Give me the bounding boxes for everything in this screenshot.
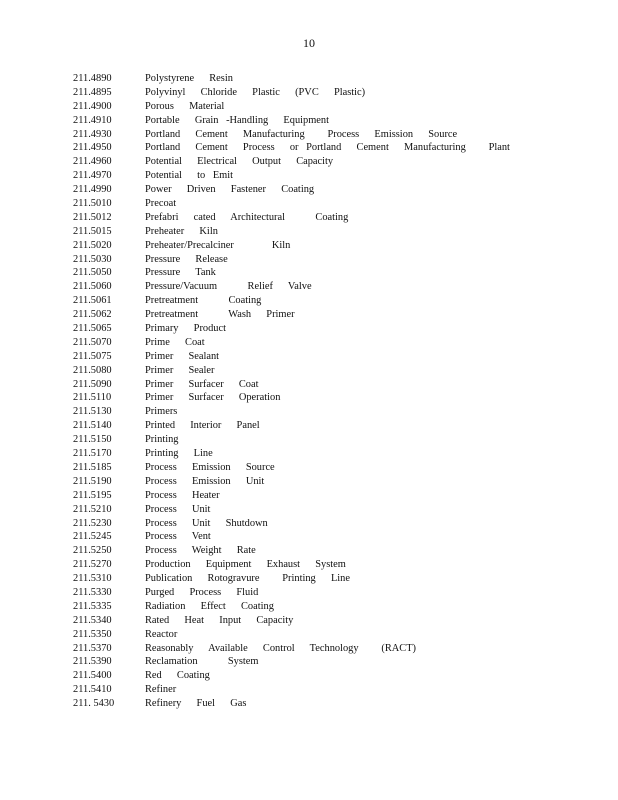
defined-term: Process Weight Rate [145, 545, 256, 557]
section-number: 211.5075 [73, 350, 112, 362]
section-number: 211.5410 [73, 684, 112, 696]
list-item [73, 391, 593, 405]
section-number: 211.5050 [73, 267, 112, 279]
defined-term: Primers [145, 406, 178, 418]
section-number: 211.5230 [73, 517, 112, 529]
list-item [73, 475, 593, 489]
defined-term: Printed Interior Panel [145, 420, 260, 432]
defined-term: Pressure Tank [145, 267, 216, 279]
list-item [73, 697, 593, 711]
section-number: 211.5062 [73, 309, 112, 321]
defined-term: Potential Electrical Output Capacity [145, 156, 334, 168]
section-number: 211.5030 [73, 253, 112, 265]
section-number: 211.4890 [73, 73, 112, 84]
section-number: 211.5010 [73, 198, 112, 210]
section-number: 211.5061 [73, 295, 112, 307]
section-number: 211.5070 [73, 336, 112, 348]
defined-term: Pretreatment Wash Primer [145, 309, 295, 321]
list-item [73, 405, 593, 419]
defined-term: Production Equipment Exhaust System [145, 559, 346, 571]
list-item [73, 100, 593, 114]
section-number: 211.5015 [73, 225, 112, 237]
defined-term: Power Driven Fastener Coating [145, 184, 315, 196]
defined-term: Refinery Fuel Gas [145, 698, 247, 710]
list-item [73, 253, 593, 267]
defined-term: Preheater/Precalciner Kiln [145, 239, 291, 251]
defined-term: Potential to Emit [145, 170, 234, 182]
list-item [73, 530, 593, 544]
list-item [73, 628, 593, 642]
defined-term: Precoat [145, 198, 177, 210]
section-number: 211.5330 [73, 586, 112, 598]
defined-term: Process Emission Source [145, 461, 275, 473]
list-item [73, 294, 593, 308]
list-item [73, 517, 593, 531]
list-item [73, 614, 593, 628]
section-number: 211.4970 [73, 170, 112, 182]
defined-term: Primer Sealant [145, 350, 220, 362]
section-number: 211.5195 [73, 489, 112, 501]
section-number: 211.5130 [73, 406, 112, 418]
section-number: 211.5170 [73, 448, 112, 460]
section-number: 211.5060 [73, 281, 112, 293]
list-item [73, 114, 593, 128]
defined-term: Printing [145, 434, 179, 446]
list-item [73, 86, 593, 100]
section-number: 211.5020 [73, 239, 112, 251]
section-number: 211.5370 [73, 642, 112, 654]
section-number: 211.5335 [73, 600, 112, 612]
section-number: 211.4960 [73, 156, 112, 168]
section-number: 211.4895 [73, 86, 112, 98]
defined-term: Portland Cement Manufacturing Process Emission Source [145, 128, 458, 140]
defined-term: Polyvinyl Chloride Plastic (PVC Plastic) [145, 86, 366, 98]
section-number: 211.5140 [73, 420, 112, 432]
list-item [73, 378, 593, 392]
section-number: 211.5210 [73, 503, 112, 515]
defined-term: Radiation Effect Coating [145, 600, 274, 612]
list-item [73, 489, 593, 503]
list-item [73, 169, 593, 183]
defined-term: Prefabri cated Architectural Coating [145, 211, 349, 223]
defined-term: Process Vent [145, 531, 211, 543]
list-item [73, 642, 593, 656]
list-item [73, 225, 593, 239]
defined-term: Primary Product [145, 323, 226, 335]
defined-term: Pressure Release [145, 253, 228, 265]
list-item [73, 669, 593, 683]
defined-term: Pretreatment Coating [145, 295, 262, 307]
defined-term: Preheater Kiln [145, 225, 218, 237]
section-number: 211.5400 [73, 670, 112, 682]
section-number: 211.5270 [73, 559, 112, 571]
list-item [73, 266, 593, 280]
section-number: 211.4900 [73, 100, 112, 112]
section-number: 211.4930 [73, 128, 112, 140]
defined-term: Process Unit [145, 503, 211, 515]
section-number: 211. 5430 [73, 698, 115, 710]
list-item [73, 280, 593, 294]
section-number: 211.5012 [73, 211, 112, 223]
defined-term: Reasonably Available Control Technology (RACT) [145, 642, 416, 654]
list-item [73, 364, 593, 378]
list-item [73, 600, 593, 614]
list-item [73, 683, 593, 697]
defined-term: Reclamation System [145, 656, 259, 668]
defined-term: Primer Surfacer Operation [145, 392, 281, 404]
section-number: 211.5245 [73, 531, 112, 543]
section-number: 211.5350 [73, 628, 112, 640]
list-item [73, 572, 593, 586]
list-item [73, 419, 593, 433]
list-item [73, 239, 593, 253]
list-item [73, 558, 593, 572]
list-item [73, 308, 593, 322]
section-number: 211.5190 [73, 475, 112, 487]
section-number: 211.5110 [73, 392, 112, 404]
list-item [73, 461, 593, 475]
list-item [73, 322, 593, 336]
defined-term: Primer Surfacer Coat [145, 378, 259, 390]
defined-term: Reactor [145, 628, 178, 640]
list-item [73, 433, 593, 447]
page-number: 10 [303, 36, 315, 50]
list-item [73, 211, 593, 225]
section-number: 211.5390 [73, 656, 112, 668]
list-item [73, 72, 593, 86]
list-item [73, 197, 593, 211]
section-number: 211.4950 [73, 142, 112, 154]
defined-term: Red Coating [145, 670, 210, 682]
defined-term: Porous Material [145, 100, 225, 112]
list-item [73, 447, 593, 461]
section-number: 211.5185 [73, 461, 112, 473]
defined-term: Polystyrene Resin [145, 73, 233, 84]
defined-term: Process Emission Unit [145, 475, 265, 487]
section-number: 211.4990 [73, 184, 112, 196]
defined-term: Printing Line [145, 448, 213, 460]
defined-term: Portable Grain -Handling Equipment [145, 114, 330, 126]
section-number: 211.5310 [73, 573, 112, 585]
list-item [73, 183, 593, 197]
list-item [73, 586, 593, 600]
defined-term: Process Heater [145, 489, 220, 501]
defined-term: Process Unit Shutdown [145, 517, 268, 529]
section-number: 211.5340 [73, 614, 112, 626]
defined-term: Prime Coat [145, 336, 205, 348]
section-number: 211.5250 [73, 545, 112, 557]
list-item [73, 655, 593, 669]
list-item [73, 350, 593, 364]
list-item [73, 503, 593, 517]
definition-index-list [73, 72, 593, 711]
list-item [73, 155, 593, 169]
list-item [73, 544, 593, 558]
defined-term: Rated Heat Input Capacity [145, 614, 294, 626]
section-number: 211.5080 [73, 364, 112, 376]
defined-term: Portland Cement Process or Portland Cement Manufacturing Plant [145, 142, 510, 154]
defined-term: Primer Sealer [145, 364, 215, 376]
list-item [73, 141, 593, 155]
defined-term: Publication Rotogravure Printing Line [145, 573, 350, 585]
defined-term: Refiner [145, 684, 177, 696]
section-number: 211.4910 [73, 114, 112, 126]
section-number: 211.5090 [73, 378, 112, 390]
defined-term: Purged Process Fluid [145, 586, 259, 598]
section-number: 211.5065 [73, 323, 112, 335]
section-number: 211.5150 [73, 434, 112, 446]
defined-term: Pressure/Vacuum Relief Valve [145, 281, 312, 293]
list-item [73, 128, 593, 142]
list-item [73, 336, 593, 350]
